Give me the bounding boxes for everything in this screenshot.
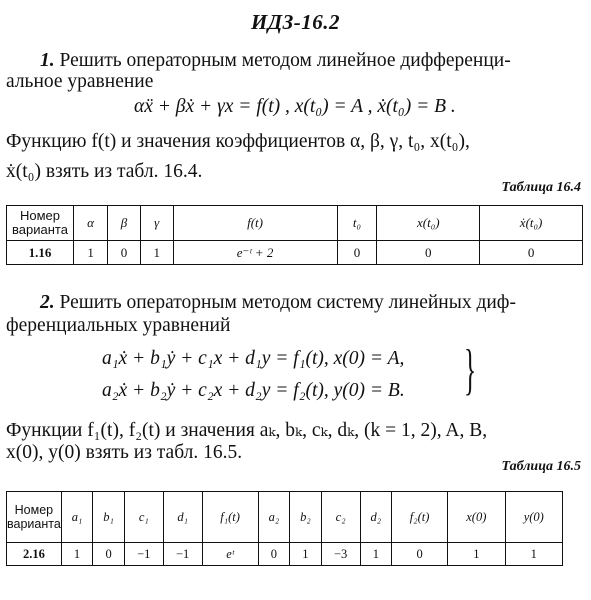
cell-gamma: 1 — [140, 241, 173, 265]
header-f2-t: f₂(t) — [392, 492, 448, 543]
task1-instruction-line2: ẋ(t₀) взять из табл. 16.4. — [6, 161, 203, 182]
header-f-t: f(t) — [173, 206, 337, 241]
header-x-t0: x(t₀) — [377, 206, 480, 241]
task2-equation-2: a₂ẋ + b₂ẏ + c₂x + d₂y = f₂(t), y(0) = B. — [102, 380, 405, 401]
cell-t0: 0 — [337, 241, 377, 265]
system-brace: } — [464, 339, 477, 401]
cell-variant: 1.16 — [7, 241, 74, 265]
header-a1: a₁ — [61, 492, 93, 543]
task1-instruction-line1: Функцию f(t) и значения коэффициентов α, β, γ, t₀, x(t₀), — [6, 131, 470, 152]
task1-equation: αẍ + βẋ + γx = f(t) , x(t₀) = A , ẋ(t₀) = B . — [134, 96, 456, 117]
header-variant: Номер варианта — [7, 492, 62, 543]
cell-a1: 1 — [61, 543, 93, 566]
header-gamma: γ — [140, 206, 173, 241]
header-d1: d₁ — [163, 492, 202, 543]
header-c2: c₂ — [321, 492, 360, 543]
header-t0: t₀ — [337, 206, 377, 241]
table-row — [7, 543, 563, 566]
page-title: ИДЗ-16.2 — [250, 10, 341, 34]
header-c1: c₁ — [124, 492, 163, 543]
task2-number: 2. — [40, 292, 55, 313]
cell-xdot-t0: 0 — [480, 241, 583, 265]
cell-alpha: 1 — [74, 241, 108, 265]
table-header-row — [7, 206, 583, 241]
header-xdot-t0: ẋ(t₀) — [480, 206, 583, 241]
header-alpha: α — [74, 206, 108, 241]
cell-c2: −3 — [321, 543, 360, 566]
cell-d2: 1 — [360, 543, 392, 566]
task2-equation-1: a₁ẋ + b₁ẏ + c₁x + d₁y = f₁(t), x(0) = A, — [102, 348, 405, 369]
task2-text-line2: ференциальных уравнений — [6, 315, 231, 336]
table-16-5 — [6, 491, 563, 566]
cell-a2: 0 — [258, 543, 290, 566]
cell-y0: 1 — [505, 543, 562, 566]
header-beta: β — [108, 206, 141, 241]
task2-text-line1: Решить операторным методом систему линейных диф- — [59, 292, 516, 313]
table-16-4 — [6, 205, 583, 265]
table-16-4-caption: Таблица 16.4 — [501, 180, 581, 195]
cell-x0: 1 — [448, 543, 505, 566]
cell-c1: −1 — [124, 543, 163, 566]
header-a2: a₂ — [258, 492, 290, 543]
cell-f-t: e⁻ᵗ + 2 — [173, 241, 337, 265]
task1-text-line2: альное уравнение — [6, 71, 154, 92]
table-header-row — [7, 492, 563, 543]
cell-d1: −1 — [163, 543, 202, 566]
cell-beta: 0 — [108, 241, 141, 265]
task1-line1 — [40, 50, 511, 72]
task1-text-line1: Решить операторным методом линейное дифференци- — [59, 50, 511, 71]
header-d2: d₂ — [360, 492, 392, 543]
task2-instruction-line2: x(0), y(0) взять из табл. 16.5. — [6, 442, 243, 463]
table-row — [7, 241, 583, 265]
header-x0: x(0) — [448, 492, 505, 543]
cell-f2-t: 0 — [392, 543, 448, 566]
task1-number: 1. — [40, 50, 55, 71]
cell-b2: 1 — [290, 543, 322, 566]
cell-f1-t: eᵗ — [202, 543, 258, 566]
cell-x-t0: 0 — [377, 241, 480, 265]
header-y0: y(0) — [505, 492, 562, 543]
task2-instruction-line1: Функции f₁(t), f₂(t) и значения aₖ, bₖ, cₖ, dₖ, (k = 1, 2), A, B, — [6, 420, 488, 441]
header-b2: b₂ — [290, 492, 322, 543]
table-16-5-caption: Таблица 16.5 — [501, 459, 581, 474]
cell-b1: 0 — [93, 543, 125, 566]
header-variant: Номер варианта — [7, 206, 74, 241]
task2-line1 — [40, 292, 516, 314]
header-b1: b₁ — [93, 492, 125, 543]
cell-variant: 2.16 — [7, 543, 62, 566]
header-f1-t: f₁(t) — [202, 492, 258, 543]
